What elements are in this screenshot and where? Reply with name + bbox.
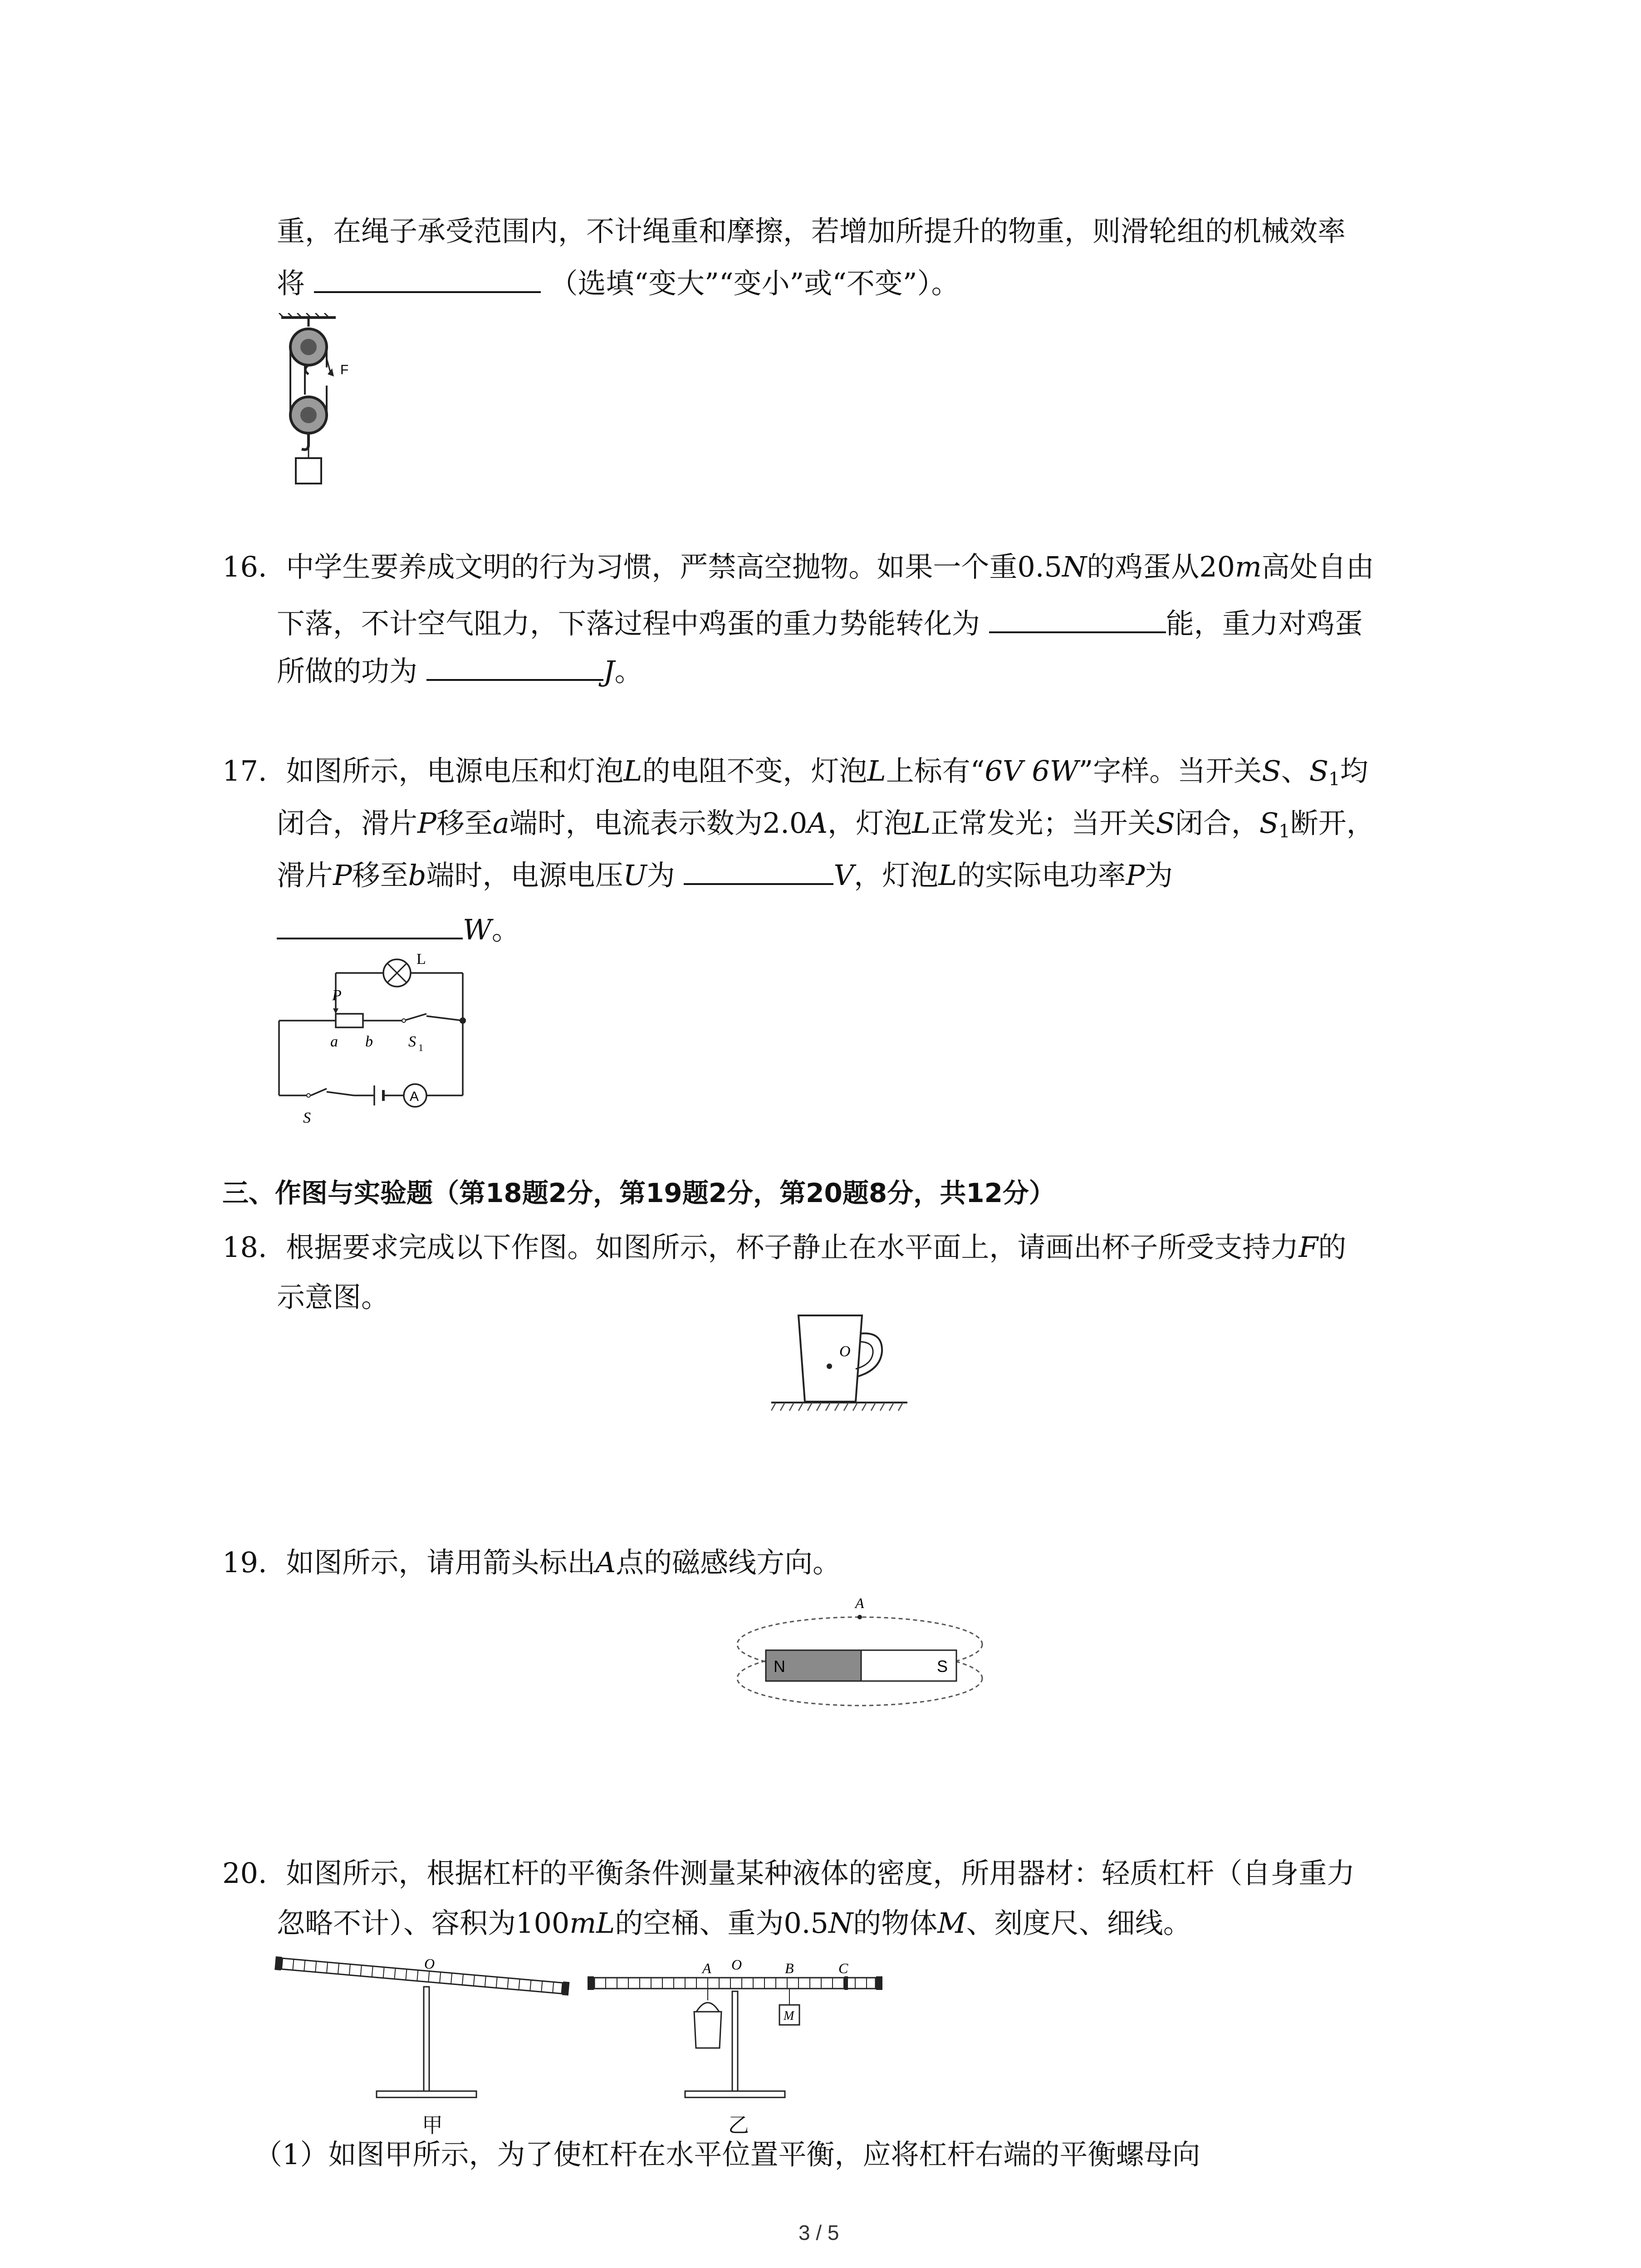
- text: A: [595, 1546, 616, 1579]
- text: ”字样。当开关: [1078, 754, 1262, 787]
- text: 闭合，: [1175, 807, 1259, 840]
- lever-figure-yi: [585, 1950, 894, 2114]
- q18-line1: [222, 1229, 1346, 1266]
- q20-sub1: [254, 2136, 1200, 2173]
- q15-line1: [277, 213, 1346, 249]
- question-number: 18.: [222, 1231, 267, 1264]
- text: 中学生要养成文明的行为习惯，严禁高空抛物。如果一个重: [286, 550, 1018, 583]
- text: 6V 6W: [985, 754, 1079, 787]
- text: 闭合，滑片: [277, 807, 418, 840]
- text: 如图所示，请用箭头标出: [286, 1546, 596, 1579]
- answer-blank[interactable]: [989, 606, 1166, 633]
- text: F: [1298, 1231, 1318, 1264]
- answer-blank[interactable]: [426, 654, 603, 681]
- question-number: 17.: [222, 754, 267, 787]
- text: 的: [1318, 1231, 1347, 1264]
- text: M: [937, 1906, 966, 1940]
- text: 所做的功为: [277, 655, 418, 688]
- end-a-label: a: [330, 1033, 338, 1050]
- text: 滑片: [277, 859, 333, 892]
- rheostat-icon: [336, 1014, 363, 1027]
- pivot-o-label: O: [731, 1956, 742, 1973]
- text: 重，在绳子承受范围内，不计绳重和摩擦，若增加所提升的物重，则滑轮组的机械效率: [277, 215, 1346, 248]
- magnet-figure: [735, 1592, 989, 1733]
- text: 0.5: [1017, 550, 1062, 583]
- circuit-figure: [272, 950, 481, 1132]
- south-label: S: [937, 1657, 948, 1676]
- text: （1）如图甲所示，为了使杠杆在水平位置平衡，应将杠杆右端的平衡螺母向: [254, 2138, 1200, 2171]
- end-b-label: b: [365, 1033, 373, 1050]
- text: 如图所示，根据杠杆的平衡条件测量某种液体的密度，所用器材：轻质杠杆（自身重力: [286, 1857, 1355, 1890]
- text: 2.0: [762, 807, 808, 840]
- text: 正常发光；当开关: [931, 807, 1156, 840]
- text: 为: [1145, 859, 1173, 892]
- text: 1: [1328, 769, 1340, 790]
- text: 下落，不计空气阻力，下落过程中鸡蛋的重力势能转化为: [277, 607, 980, 640]
- q17-line3: [277, 857, 1173, 894]
- text: 为: [647, 859, 675, 892]
- text: a: [492, 807, 509, 840]
- point-o-label: O: [839, 1343, 851, 1360]
- text: （选填“变大”“变小”或“不变”）。: [549, 267, 960, 300]
- slider-label: P: [332, 987, 342, 1004]
- text: L: [867, 754, 886, 787]
- text: 移至: [436, 807, 493, 840]
- text: m: [1235, 550, 1262, 583]
- text: 。: [614, 655, 643, 688]
- text: S: [1259, 807, 1279, 840]
- text: P: [1126, 859, 1145, 892]
- text: A: [807, 807, 828, 840]
- text: 的实际电功率: [957, 859, 1126, 892]
- text: N: [1062, 550, 1087, 583]
- q16-line1: [222, 549, 1374, 585]
- text: 0.5: [784, 1906, 828, 1940]
- text: 100: [516, 1906, 570, 1940]
- text: 端时，电源电压: [426, 859, 623, 892]
- text: 均: [1340, 754, 1368, 787]
- q15-line2: [277, 265, 960, 302]
- switch-s1-sub: 1: [418, 1042, 423, 1053]
- north-label: N: [774, 1657, 785, 1676]
- question-number: 20.: [222, 1857, 267, 1890]
- q18-line2: [277, 1279, 389, 1315]
- text: L: [623, 754, 642, 787]
- object-m-label: M: [784, 2009, 794, 2023]
- pivot-o-label: O: [424, 1955, 435, 1972]
- text: S: [1309, 754, 1329, 787]
- force-label: F: [340, 362, 349, 377]
- text: 移至: [352, 859, 408, 892]
- text: L: [912, 807, 931, 840]
- text: W: [463, 913, 492, 946]
- text: b: [408, 859, 426, 892]
- text: 断开，: [1290, 807, 1375, 840]
- point-o: [827, 1364, 832, 1369]
- text: 将: [277, 267, 305, 300]
- text: J: [603, 655, 615, 688]
- text: 三、作图与实验题（第18题2分，第19题2分，第20题8分，共12分）: [222, 1178, 1055, 1208]
- text: 忽略不计）、容积为: [277, 1906, 516, 1940]
- answer-blank[interactable]: [684, 858, 833, 885]
- q19-line1: [222, 1545, 841, 1581]
- text: S: [1156, 807, 1175, 840]
- lamp-label: L: [416, 951, 426, 968]
- ammeter-label: A: [410, 1089, 419, 1104]
- text: 甲: [422, 2113, 443, 2137]
- page-number: 3 / 5: [798, 2221, 839, 2244]
- text: 、: [1281, 754, 1309, 787]
- q20-line2: [277, 1905, 1191, 1941]
- text: V: [833, 859, 854, 892]
- point-a-label: A: [702, 1960, 711, 1976]
- text: 高处自由: [1261, 550, 1374, 583]
- q16-line2: [277, 606, 1363, 642]
- text: 点的磁感线方向。: [616, 1546, 841, 1579]
- text: 上标有“: [886, 754, 985, 787]
- text: S: [1262, 754, 1281, 787]
- text: P: [333, 859, 352, 892]
- question-number: 19.: [222, 1546, 267, 1579]
- text: 、刻度尺、细线。: [966, 1906, 1191, 1940]
- text: L: [938, 859, 957, 892]
- point-a-label: A: [855, 1595, 864, 1611]
- pulley-figure: [277, 313, 395, 494]
- text: 乙: [728, 2113, 749, 2137]
- text: 1: [1279, 821, 1290, 842]
- text: 的空桶、重为: [615, 1906, 784, 1940]
- point-a: [857, 1615, 862, 1619]
- bucket-icon: [694, 2012, 721, 2048]
- text: 示意图。: [277, 1281, 390, 1314]
- text: ，灯泡: [828, 807, 912, 840]
- q17-line2: [277, 805, 1375, 850]
- answer-blank[interactable]: [277, 912, 463, 939]
- text: 的鸡蛋从: [1087, 550, 1200, 583]
- text: 根据要求完成以下作图。如图所示，杯子静止在水平面上，请画出杯子所受支持力: [286, 1231, 1299, 1264]
- section-heading: [222, 1175, 1055, 1211]
- text: N: [828, 1906, 853, 1940]
- switch-s1-label: S: [408, 1033, 416, 1050]
- q17-line1: [222, 753, 1368, 797]
- text: 如图所示，电源电压和灯泡: [286, 754, 624, 787]
- text: 端时，电流表示数为: [509, 807, 763, 840]
- cup-figure: [771, 1306, 916, 1420]
- point-b-label: B: [785, 1960, 794, 1976]
- answer-blank[interactable]: [314, 266, 541, 293]
- text: mL: [569, 1906, 615, 1940]
- text: 的电阻不变，灯泡: [642, 754, 867, 787]
- text: U: [623, 859, 647, 892]
- lever-figure-jia: [272, 1950, 581, 2114]
- text: 20: [1199, 550, 1235, 583]
- q16-line3: [277, 653, 643, 689]
- text: 的物体: [853, 1906, 938, 1940]
- text: 。: [491, 913, 520, 946]
- question-number: 16.: [222, 550, 267, 583]
- text: ，灯泡: [854, 859, 939, 892]
- point-c-label: C: [838, 1960, 848, 1976]
- q17-line4: [277, 912, 520, 948]
- text: P: [417, 807, 436, 840]
- text: 能，重力对鸡蛋: [1166, 607, 1363, 640]
- switch-s-label: S: [303, 1110, 311, 1126]
- q20-line1: [222, 1855, 1355, 1892]
